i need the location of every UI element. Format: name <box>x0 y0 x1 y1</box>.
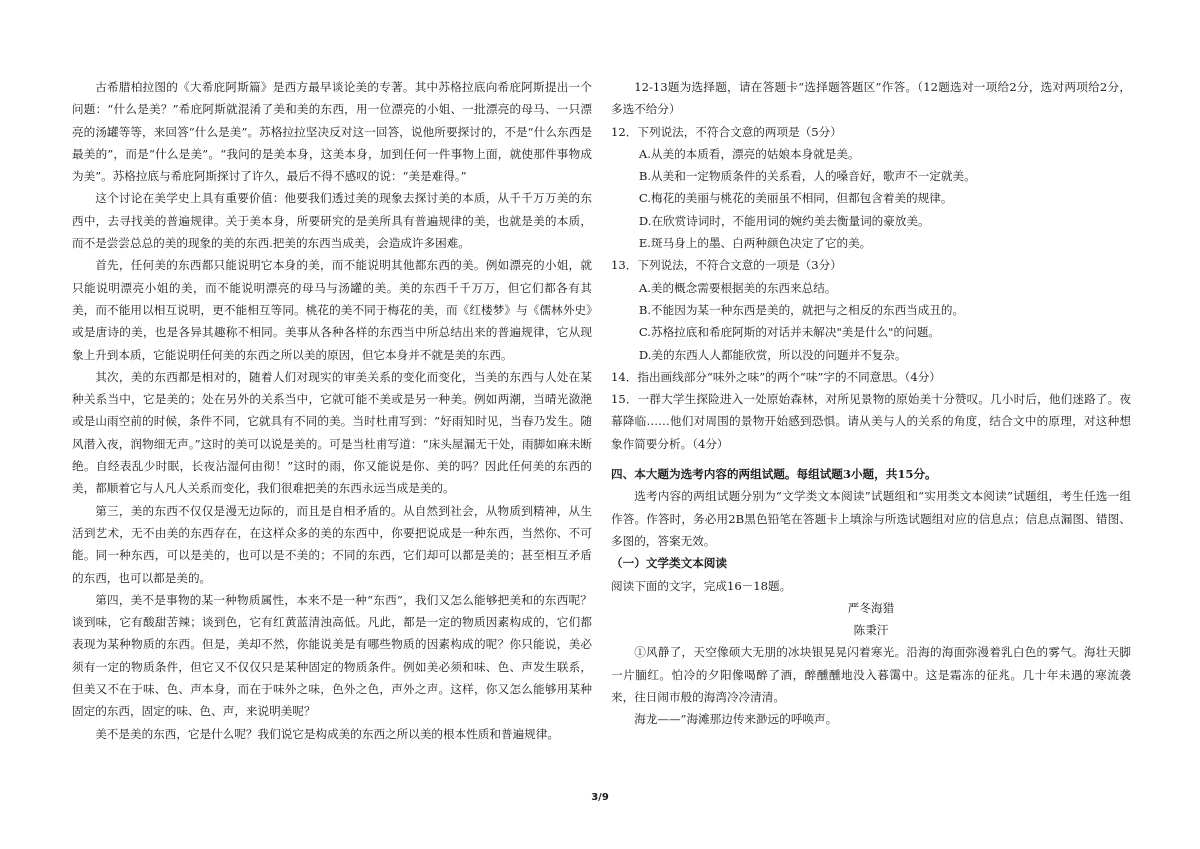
q13-option: B.不能因为某一种东西是美的，就把与之相反的东西当成丑的。 <box>638 302 965 317</box>
paragraph: 第三，美的东西不仅仅是漫无边际的，而且是自相矛盾的。从自然到社会，从物质到精神，从生活到艺术，无不由美的东西存在，在这样众多的美的东西中，你要把说成是一种东西，当然你、不可能。同一种东西，可以是美的，也可以是不美的；不同的东西，它们却可以都是美的；甚至相互矛盾的东西，也可以都是美的。 <box>72 503 592 585</box>
subsection-title: （一）文学类文本阅读 <box>611 556 727 571</box>
paragraph: 美不是美的东西，它是什么呢？我们说它是构成美的东西之所以美的根本性质和普遍规律。 <box>95 726 559 741</box>
q12-option: A.从美的本质看，漂亮的姑娘本身就是美。 <box>638 146 860 161</box>
left-column <box>72 76 592 745</box>
right-column <box>611 76 1131 731</box>
q13-option: A.美的概念需要根据美的东西来总结。 <box>638 280 837 295</box>
question-13-stem: 13．下列说法，不符合文意的一项是（3分） <box>611 258 842 273</box>
section-4-text: 选考内容的两组试题分别为“文学类文本阅读”试题组和“实用类文本阅读”试题组，考生任选一组作答。作答时，务必用2B黑色铅笔在答题卡上填涂与所选试题组对应的信息点；信息点漏图、错图、多图的，答案无效。 <box>611 489 1131 548</box>
question-14: 14．指出画线部分“味外之味”的两个“味”字的不同意思。（4分） <box>611 369 941 384</box>
q13-option: C.苏格拉底和希庇阿斯的对话并未解决"美是什么"的问题。 <box>638 325 940 340</box>
q12-option: E.斑马身上的墨、白两种颜色决定了它的美。 <box>638 236 872 251</box>
page-number: 3/9 <box>591 792 609 803</box>
question-12-stem: 12．下列说法，不符合文意的两项是（5分） <box>611 124 842 139</box>
section-4-title: 四、本大题为选考内容的两组试题。每组试题3小题，共15分。 <box>611 467 937 482</box>
paragraph: 首先，任何美的东西都只能说明它本身的美，而不能说明其他都东西的美。例如漂亮的小姐，就只能说明漂亮小姐的美，而不能说明漂亮的母马与汤罐的美。美的东西千千万万，但它们都各有其美，而不能用以相互说明，更不能相互等同。桃花的美不同于梅花的美，而《红楼梦》与《儒林外史》或是唐诗的美，也是各异其趣称不相同。美事从各种各样的东西当中所总结出来的普遍规律，它从现象上升到本质，它能说明任何美的东西之所以美的原因，但它本身并不就是美的东西。 <box>72 258 592 362</box>
paragraph: 古希腊柏拉图的《大希庇阿斯篇》是西方最早谈论美的专著。其中苏格拉底向希庇阿斯提出一个问题：“什么是美？”希庇阿斯就混淆了美和美的东西，用一位漂亮的小姐、一批漂亮的母马、一只漂亮的汤罐等等，来回答“什么是美”。苏格拉拉坚决反对这一回答，说他所要探讨的，不是“什么东西是最美的”，而是“什么是美”。“我问的是美本身，这美本身，加到任何一件事物上面，就使那件事物成为美”。苏格拉底与希庇阿斯探讨了许久，最后不得不感叹的说：“美是难得。” <box>72 80 592 184</box>
story-paragraph: 海龙——”海滩那边传来渺远的呼唤声。 <box>634 712 838 727</box>
q13-option: D.美的东西人人都能欣赏，所以没的问题并不复杂。 <box>638 347 907 362</box>
paragraph: 其次，美的东西都是相对的，随着人们对现实的审美关系的变化而变化，当美的东西与人处在某种关系当中，它是美的；处在另外的关系当中，它就可能不美或是另一种美。例如两潮，当晴光潋滟或是山雨空前的时候，条件不同，它就具有不同的美。当时杜甫写到：“好雨知时见，当春乃发生。随风潜入夜，润物细无声。”这时的美可以说是美的。可是当杜甫写道：“床头屋漏无干处，雨脚如麻未断绝。自经表乱少时眠，长夜沾湿何由彻！”这时的雨，你又能说是你、美的吗？因此任何美的东西的美，都顺着它与人凡人关系而变化，我们很难把美的东西永远当成是美的。 <box>72 369 592 496</box>
paragraph: 第四，美不是事物的某一种物质属性，本来不是一种“东西”，我们又怎么能够把美和的东西呢？谈到味，它有酸甜苦辣；谈到色，它有红黄蓝清浊高低。凡此，都是一定的物质因素构成的，它们都表现为某种物质的东西。但是，美却不然，你能说美是有哪些物质的因素构成的呢？你只能说，美必须有一定的物质条件，但它又不仅仅只是某种固定的物质条件。例如美必须和味、色、声发生联系，但美又不在于味、色、声本身，而在于味外之味，色外之色，声外之声。这样，你又怎么能够用某种固定的东西，固定的味、色、声，来说明美呢？ <box>72 592 592 719</box>
story-paragraph: ①风静了，天空像硕大无朋的冰块银晃晃闪着寒光。沿海的海面弥漫着乳白色的雾气。海壮天脚一片腼红。怕冷的夕阳像喝醉了酒，醉醺醺地没入暮霭中。这是霜冻的征兆。几十年未遇的寒流袭来，往日闹市般的海湾冷冷清清。 <box>611 645 1131 705</box>
story-author: 陈秉汗 <box>853 623 889 638</box>
paragraph: 这个讨论在美学史上具有重要价值：他要我们透过美的现象去探讨美的本质，从千千万万美的东西中，去寻找美的普遍规律。关于美本身，所要研究的是美所具有普遍规律的美，也就是美的本质，而不是尝尝总总的美的现象的美的东西.把美的东西当成美，会造成许多困难。 <box>72 191 592 251</box>
q12-option: B.从美和一定物质条件的关系看，人的嗓音好，歌声不一定就美。 <box>638 169 976 184</box>
question-15: 15．一群大学生探险进入一处原始森林，对所见景物的原始美十分赞叹。几小时后，他们迷路了。夜幕降临……他们对周围的景物开始感到恐惧。请从美与人的关系的角度，结合文中的原理，对这种想象作简要分析。（4分） <box>611 392 1131 451</box>
story-title: 严冬海猎 <box>847 600 895 615</box>
q12-option: C.梅花的美丽与桃花的美丽虽不相同，但都包含着美的规律。 <box>638 191 953 206</box>
q12-option: D.在欣赏诗词时，不能用词的婉约美去衡量词的豪放美。 <box>638 213 930 228</box>
choice-instruction: 12-13题为选择题，请在答题卡“选择题答题区”作答。（12题选对一项给2分，选对两项给2分，多选不给分） <box>611 80 1131 117</box>
reading-instruction: 阅读下面的文字，完成16－18题。 <box>611 578 792 593</box>
